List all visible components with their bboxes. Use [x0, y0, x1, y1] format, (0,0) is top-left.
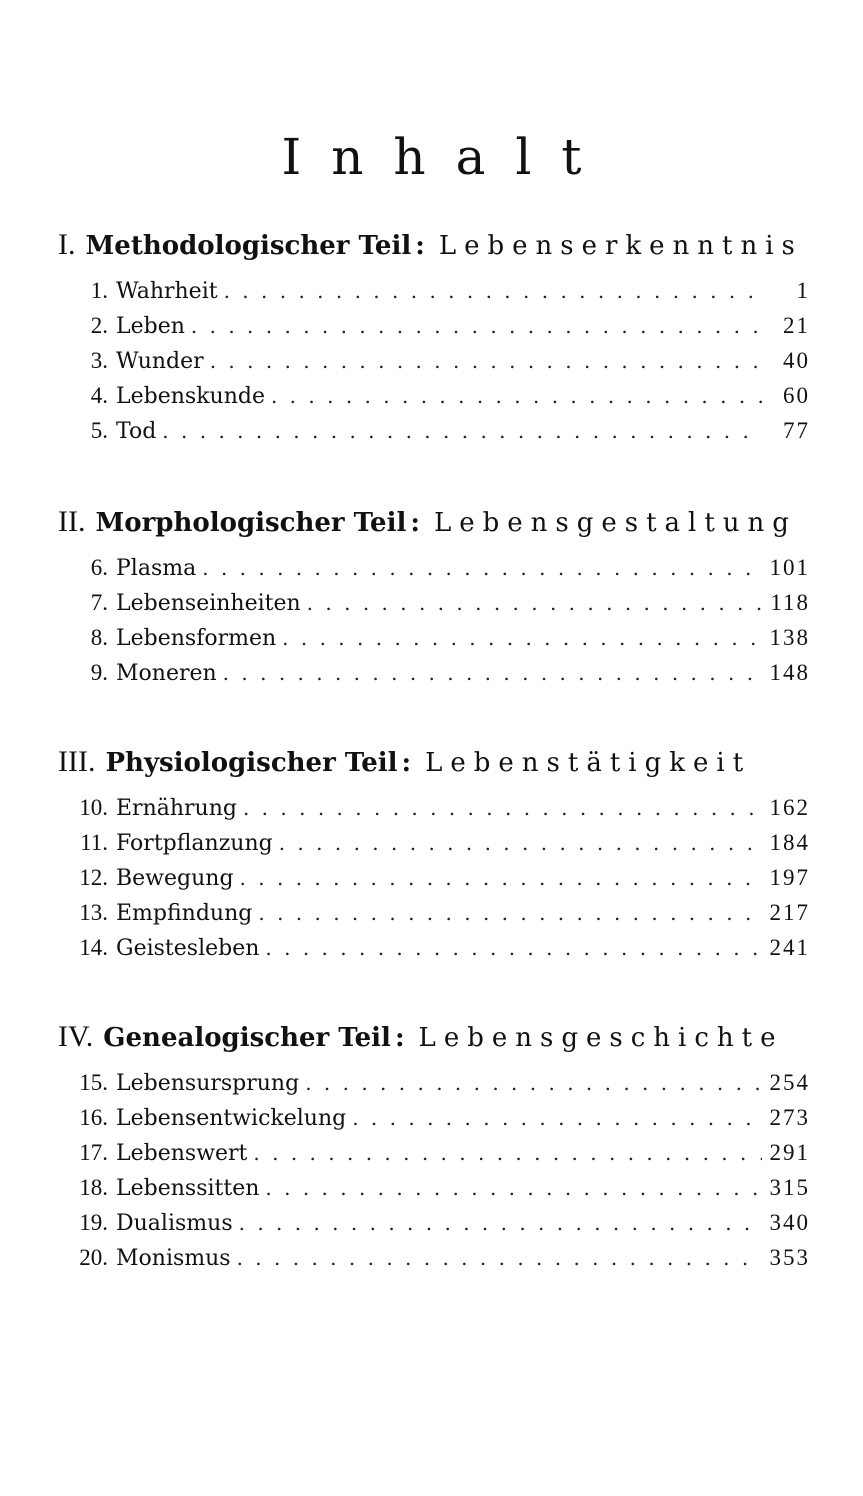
toc-entry[interactable]: [58, 1245, 810, 1280]
entry-title: Wahrheit: [116, 279, 218, 304]
toc-entry[interactable]: [58, 660, 810, 695]
entry-title: Fortpflanzung: [116, 831, 273, 856]
entry-title: Lebensursprung: [116, 1071, 300, 1096]
entry-number: 13.: [79, 900, 108, 925]
entry-page: 197: [769, 865, 810, 890]
entry-title: Lebenseinheiten: [116, 591, 301, 616]
dot-leader: [243, 796, 762, 820]
entry-number: 18.: [79, 1175, 108, 1200]
toc-entry[interactable]: [58, 1105, 810, 1140]
entry-number: 17.: [79, 1140, 108, 1165]
toc-entry[interactable]: [58, 935, 810, 970]
dot-leader: [265, 936, 762, 960]
entry-title: Lebenskunde: [116, 384, 265, 409]
section-colon: :: [415, 231, 425, 261]
toc-section-1: [58, 228, 810, 453]
entry-number: 15.: [79, 1070, 108, 1095]
entry-number: 6.: [90, 555, 108, 580]
entry-page: 353: [769, 1245, 810, 1270]
entry-page: 118: [770, 590, 810, 615]
entry-title: Moneren: [116, 661, 217, 686]
dot-leader: [253, 1141, 762, 1165]
section-numeral: I.: [58, 228, 76, 261]
section-name: Genealogischer Teil: [103, 1023, 391, 1053]
toc-entry[interactable]: [58, 348, 810, 383]
entry-page: 40: [783, 348, 810, 373]
entry-number: 19.: [79, 1210, 108, 1235]
toc-entry[interactable]: [58, 1210, 810, 1245]
dot-leader: [307, 591, 762, 615]
entry-number: 16.: [79, 1105, 108, 1130]
toc-entries: [58, 555, 810, 695]
dot-leader: [352, 1106, 762, 1130]
entry-title: Empfindung: [116, 901, 253, 926]
toc-entry[interactable]: [58, 418, 810, 453]
entry-number: 8.: [90, 625, 108, 650]
toc-entry[interactable]: [58, 590, 810, 625]
toc-entry[interactable]: [58, 555, 810, 590]
toc-entry[interactable]: [58, 278, 810, 313]
toc-entry[interactable]: [58, 313, 810, 348]
entry-number: 10.: [79, 795, 108, 820]
entry-title: Wunder: [116, 349, 204, 374]
entry-page: 148: [769, 660, 810, 685]
section-heading: [58, 505, 810, 549]
toc-section-2: [58, 505, 810, 695]
entry-page: 77: [783, 418, 810, 443]
toc-entry[interactable]: [58, 900, 810, 935]
entry-number: 1.: [90, 278, 108, 303]
toc-section-4: [58, 1020, 810, 1280]
toc-entry[interactable]: [58, 830, 810, 865]
dot-leader: [224, 279, 762, 303]
section-heading: [58, 745, 810, 789]
entry-page: 101: [769, 555, 810, 580]
section-subtitle: Lebenserkenntnis: [438, 231, 803, 261]
dot-leader: [282, 626, 762, 650]
toc-entry[interactable]: [58, 865, 810, 900]
entry-number: 20.: [79, 1245, 108, 1270]
entry-number: 12.: [79, 865, 108, 890]
entry-page: 241: [769, 935, 810, 960]
entry-number: 9.: [90, 660, 108, 685]
section-subtitle: Lebensgestaltung: [433, 508, 797, 538]
entry-number: 11.: [80, 830, 108, 855]
toc-entry[interactable]: [58, 1070, 810, 1105]
dot-leader: [305, 1071, 762, 1095]
entry-page: 1: [796, 278, 810, 303]
section-colon: :: [401, 748, 412, 778]
entry-title: Geistesleben: [116, 936, 260, 961]
entry-page: 21: [783, 313, 810, 338]
dot-leader: [237, 1246, 762, 1270]
entry-title: Lebensformen: [116, 626, 277, 651]
dot-leader: [265, 1176, 762, 1200]
entry-title: Lebenssitten: [116, 1176, 260, 1201]
section-colon: :: [394, 1023, 405, 1053]
toc-entry[interactable]: [58, 795, 810, 830]
section-heading: [58, 228, 810, 272]
entry-title: Plasma: [116, 556, 197, 581]
dot-leader: [191, 314, 762, 338]
dot-leader: [239, 1211, 762, 1235]
dot-leader: [279, 831, 762, 855]
entry-title: Tod: [116, 419, 157, 444]
dot-leader: [258, 901, 762, 925]
entry-number: 14.: [79, 935, 108, 960]
entry-number: 2.: [90, 313, 108, 338]
entry-page: 60: [783, 383, 810, 408]
section-numeral: II.: [58, 505, 86, 538]
entry-number: 4.: [90, 383, 108, 408]
entry-number: 3.: [90, 348, 108, 373]
page-title: Inhalt: [281, 128, 612, 186]
entry-page: 340: [769, 1210, 810, 1235]
section-name: Physiologischer Teil: [105, 748, 398, 778]
toc-entry[interactable]: [58, 1175, 810, 1210]
toc-section-3: [58, 745, 810, 970]
entry-number: 5.: [90, 418, 108, 443]
section-subtitle: Lebensgeschichte: [418, 1023, 784, 1053]
toc-entry[interactable]: [58, 383, 810, 418]
entry-page: 184: [769, 830, 810, 855]
entry-title: Leben: [116, 314, 185, 339]
entry-page: 291: [769, 1140, 810, 1165]
entry-number: 7.: [90, 590, 108, 615]
entry-title: Bewegung: [116, 866, 234, 891]
entry-page: 273: [769, 1105, 810, 1130]
entry-page: 315: [769, 1175, 810, 1200]
dot-leader: [223, 661, 762, 685]
entry-page: 138: [769, 625, 810, 650]
dot-leader: [162, 419, 762, 443]
section-subtitle: Lebenstätigkeit: [425, 748, 752, 778]
toc-entry[interactable]: [58, 1140, 810, 1175]
section-colon: :: [410, 508, 420, 538]
entry-title: Lebensentwickelung: [116, 1106, 347, 1131]
entry-title: Monismus: [116, 1246, 231, 1271]
section-name: Methodologischer Teil: [85, 231, 412, 261]
section-numeral: III.: [58, 745, 96, 778]
toc-entries: [58, 1070, 810, 1280]
entry-page: 217: [769, 900, 810, 925]
toc-entries: [58, 795, 810, 970]
section-numeral: IV.: [58, 1020, 94, 1053]
toc-entry[interactable]: [58, 625, 810, 660]
entry-title: Ernährung: [116, 796, 237, 821]
dot-leader: [210, 349, 762, 373]
entry-page: 162: [769, 795, 810, 820]
dot-leader: [240, 866, 762, 890]
entry-page: 254: [769, 1070, 810, 1095]
dot-leader: [202, 556, 762, 580]
dot-leader: [271, 384, 762, 408]
toc-entries: [58, 278, 810, 453]
section-name: Morphologischer Teil: [95, 508, 407, 538]
entry-title: Lebenswert: [116, 1141, 248, 1166]
entry-title: Dualismus: [116, 1211, 233, 1236]
section-heading: [58, 1020, 810, 1064]
